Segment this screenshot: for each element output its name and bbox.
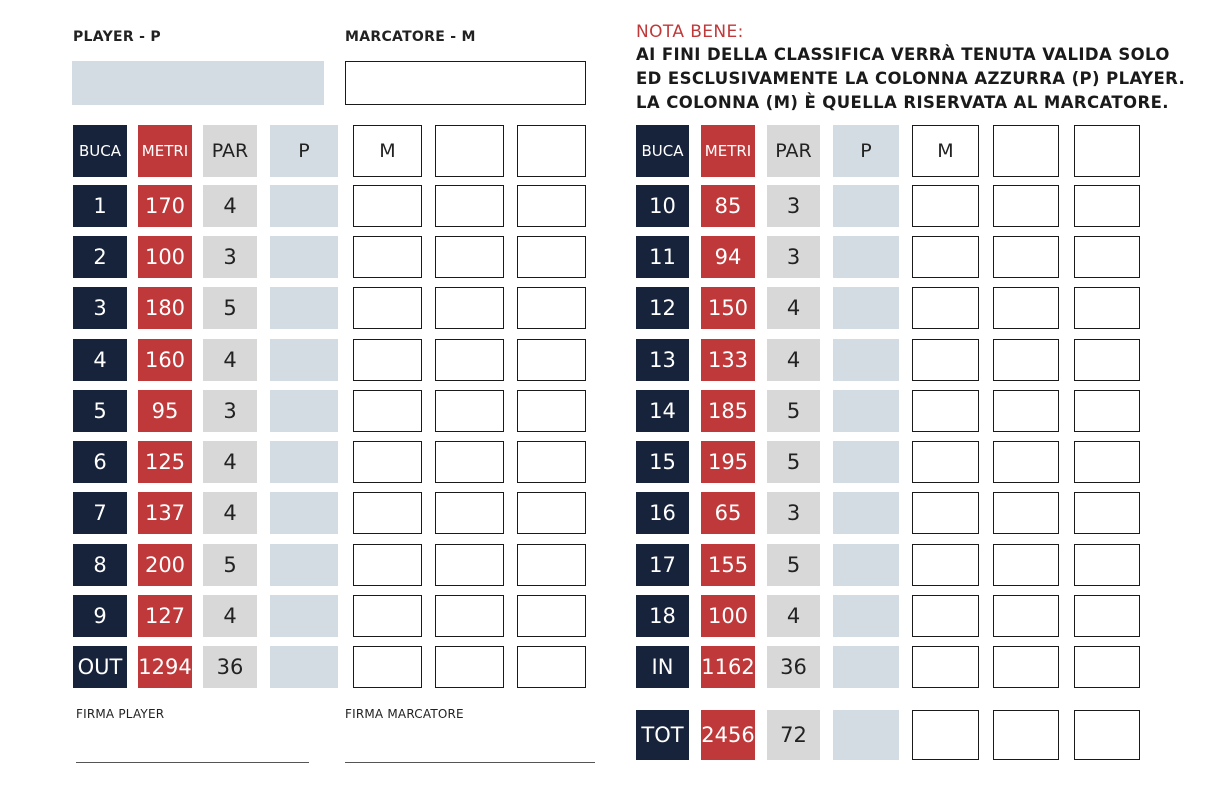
hole-number: 5 (73, 390, 127, 432)
hole-meters: 125 (138, 441, 192, 483)
total-label: TOT (636, 710, 689, 760)
header-extra (517, 125, 586, 177)
hole-par: 4 (203, 185, 257, 227)
extra-score-cell[interactable] (435, 646, 504, 688)
marker-score-cell[interactable] (912, 544, 979, 586)
extra-score-cell[interactable] (435, 441, 504, 483)
player-score-cell[interactable] (270, 185, 338, 227)
firma-player-line[interactable] (76, 762, 309, 763)
marker-score-cell[interactable] (353, 595, 422, 637)
hole-meters: 1162 (701, 646, 755, 688)
marker-score-cell[interactable] (353, 287, 422, 329)
header-m: M (353, 125, 422, 177)
header-par: PAR (203, 125, 257, 177)
marker-score-cell[interactable] (912, 595, 979, 637)
hole-par: 4 (203, 339, 257, 381)
extra-score-cell[interactable] (517, 441, 586, 483)
header-buca: BUCA (636, 125, 689, 177)
extra-score-cell[interactable] (435, 390, 504, 432)
player-score-cell[interactable] (270, 390, 338, 432)
player-score-cell[interactable] (833, 492, 899, 534)
header-metri: METRI (138, 125, 192, 177)
extra-score-cell[interactable] (435, 236, 504, 278)
hole-meters: 1294 (138, 646, 192, 688)
hole-number: 10 (636, 185, 689, 227)
hole-number: OUT (73, 646, 127, 688)
player-name-field[interactable] (72, 61, 324, 105)
hole-par: 5 (767, 390, 820, 432)
hole-number: 17 (636, 544, 689, 586)
extra-score-cell[interactable] (993, 390, 1059, 432)
header-extra (993, 125, 1059, 177)
hole-meters: 185 (701, 390, 755, 432)
extra-score-cell[interactable] (1074, 441, 1140, 483)
player-score-cell[interactable] (833, 646, 899, 688)
hole-number: 11 (636, 236, 689, 278)
hole-par: 5 (203, 544, 257, 586)
hole-number: 2 (73, 236, 127, 278)
total-marker-cell[interactable] (912, 710, 979, 760)
player-score-cell[interactable] (270, 236, 338, 278)
extra-score-cell[interactable] (993, 236, 1059, 278)
total-meters: 2456 (701, 710, 755, 760)
firma-marcatore-label: FIRMA MARCATORE (345, 707, 464, 721)
total-player-cell[interactable] (833, 710, 899, 760)
hole-number: 18 (636, 595, 689, 637)
hole-number: 1 (73, 185, 127, 227)
extra-score-cell[interactable] (1074, 544, 1140, 586)
hole-par: 36 (767, 646, 820, 688)
hole-meters: 133 (701, 339, 755, 381)
header-extra (1074, 125, 1140, 177)
hole-meters: 170 (138, 185, 192, 227)
extra-score-cell[interactable] (1074, 236, 1140, 278)
marker-score-cell[interactable] (353, 339, 422, 381)
extra-score-cell[interactable] (993, 544, 1059, 586)
hole-par: 36 (203, 646, 257, 688)
hole-par: 3 (767, 492, 820, 534)
hole-meters: 150 (701, 287, 755, 329)
extra-score-cell[interactable] (1074, 287, 1140, 329)
total-extra-cell[interactable] (1074, 710, 1140, 760)
extra-score-cell[interactable] (1074, 339, 1140, 381)
extra-score-cell[interactable] (517, 185, 586, 227)
header-extra (435, 125, 504, 177)
extra-score-cell[interactable] (435, 544, 504, 586)
extra-score-cell[interactable] (435, 595, 504, 637)
extra-score-cell[interactable] (435, 287, 504, 329)
hole-number: 3 (73, 287, 127, 329)
hole-meters: 180 (138, 287, 192, 329)
hole-meters: 65 (701, 492, 755, 534)
hole-number: 8 (73, 544, 127, 586)
marcatore-label: MARCATORE - M (345, 29, 476, 45)
total-par: 72 (767, 710, 820, 760)
marker-score-cell[interactable] (912, 339, 979, 381)
extra-score-cell[interactable] (1074, 390, 1140, 432)
extra-score-cell[interactable] (517, 287, 586, 329)
hole-meters: 95 (138, 390, 192, 432)
player-score-cell[interactable] (270, 287, 338, 329)
hole-par: 5 (767, 441, 820, 483)
marker-score-cell[interactable] (353, 185, 422, 227)
marker-score-cell[interactable] (912, 236, 979, 278)
hole-meters: 160 (138, 339, 192, 381)
hole-number: 15 (636, 441, 689, 483)
extra-score-cell[interactable] (993, 646, 1059, 688)
extra-score-cell[interactable] (517, 339, 586, 381)
extra-score-cell[interactable] (435, 339, 504, 381)
note-line: AI FINI DELLA CLASSIFICA VERRÀ TENUTA VALIDA SOLO (636, 45, 1170, 64)
player-score-cell[interactable] (270, 441, 338, 483)
player-score-cell[interactable] (833, 236, 899, 278)
extra-score-cell[interactable] (517, 390, 586, 432)
hole-number: 9 (73, 595, 127, 637)
marker-score-cell[interactable] (912, 390, 979, 432)
hole-meters: 155 (701, 544, 755, 586)
hole-number: 4 (73, 339, 127, 381)
extra-score-cell[interactable] (993, 441, 1059, 483)
firma-marcatore-line[interactable] (345, 762, 595, 763)
marker-score-cell[interactable] (353, 236, 422, 278)
extra-score-cell[interactable] (517, 595, 586, 637)
note-line: ED ESCLUSIVAMENTE LA COLONNA AZZURRA (P) PLAYER. (636, 69, 1186, 88)
marker-score-cell[interactable] (353, 646, 422, 688)
hole-meters: 200 (138, 544, 192, 586)
hole-par: 3 (767, 185, 820, 227)
hole-par: 5 (203, 287, 257, 329)
extra-score-cell[interactable] (993, 339, 1059, 381)
hole-par: 3 (767, 236, 820, 278)
extra-score-cell[interactable] (1074, 492, 1140, 534)
header-p: P (270, 125, 338, 177)
player-score-cell[interactable] (270, 544, 338, 586)
player-score-cell[interactable] (833, 339, 899, 381)
player-score-cell[interactable] (270, 339, 338, 381)
hole-number: 13 (636, 339, 689, 381)
hole-par: 4 (203, 595, 257, 637)
extra-score-cell[interactable] (435, 185, 504, 227)
marcatore-name-field[interactable] (345, 61, 586, 105)
hole-number: 6 (73, 441, 127, 483)
hole-par: 4 (767, 595, 820, 637)
player-score-cell[interactable] (270, 492, 338, 534)
extra-score-cell[interactable] (1074, 185, 1140, 227)
hole-number: IN (636, 646, 689, 688)
hole-meters: 195 (701, 441, 755, 483)
extra-score-cell[interactable] (517, 544, 586, 586)
header-metri: METRI (701, 125, 755, 177)
extra-score-cell[interactable] (517, 236, 586, 278)
marker-score-cell[interactable] (353, 441, 422, 483)
hole-meters: 85 (701, 185, 755, 227)
hole-par: 5 (767, 544, 820, 586)
hole-par: 4 (203, 492, 257, 534)
hole-par: 4 (767, 339, 820, 381)
extra-score-cell[interactable] (435, 492, 504, 534)
marker-score-cell[interactable] (912, 287, 979, 329)
extra-score-cell[interactable] (993, 185, 1059, 227)
marker-score-cell[interactable] (912, 492, 979, 534)
hole-meters: 100 (701, 595, 755, 637)
hole-meters: 100 (138, 236, 192, 278)
player-score-cell[interactable] (833, 390, 899, 432)
player-score-cell[interactable] (270, 646, 338, 688)
marker-score-cell[interactable] (353, 544, 422, 586)
player-label: PLAYER - P (73, 29, 161, 45)
extra-score-cell[interactable] (993, 492, 1059, 534)
hole-meters: 137 (138, 492, 192, 534)
header-p: P (833, 125, 899, 177)
note-title: NOTA BENE: (636, 22, 744, 42)
extra-score-cell[interactable] (993, 287, 1059, 329)
hole-number: 12 (636, 287, 689, 329)
header-m: M (912, 125, 979, 177)
marker-score-cell[interactable] (353, 390, 422, 432)
firma-player-label: FIRMA PLAYER (76, 707, 165, 721)
hole-par: 4 (203, 441, 257, 483)
hole-par: 3 (203, 236, 257, 278)
extra-score-cell[interactable] (517, 646, 586, 688)
player-score-cell[interactable] (270, 595, 338, 637)
hole-par: 3 (203, 390, 257, 432)
player-score-cell[interactable] (833, 185, 899, 227)
marker-score-cell[interactable] (912, 441, 979, 483)
hole-number: 14 (636, 390, 689, 432)
total-extra-cell[interactable] (993, 710, 1059, 760)
hole-par: 4 (767, 287, 820, 329)
player-score-cell[interactable] (833, 595, 899, 637)
header-buca: BUCA (73, 125, 127, 177)
note-line: LA COLONNA (M) È QUELLA RISERVATA AL MARCATORE. (636, 93, 1169, 112)
header-par: PAR (767, 125, 820, 177)
hole-meters: 127 (138, 595, 192, 637)
hole-meters: 94 (701, 236, 755, 278)
player-score-cell[interactable] (833, 287, 899, 329)
player-score-cell[interactable] (833, 441, 899, 483)
hole-number: 16 (636, 492, 689, 534)
marker-score-cell[interactable] (912, 646, 979, 688)
marker-score-cell[interactable] (353, 492, 422, 534)
extra-score-cell[interactable] (517, 492, 586, 534)
extra-score-cell[interactable] (993, 595, 1059, 637)
extra-score-cell[interactable] (1074, 595, 1140, 637)
player-score-cell[interactable] (833, 544, 899, 586)
marker-score-cell[interactable] (912, 185, 979, 227)
hole-number: 7 (73, 492, 127, 534)
extra-score-cell[interactable] (1074, 646, 1140, 688)
